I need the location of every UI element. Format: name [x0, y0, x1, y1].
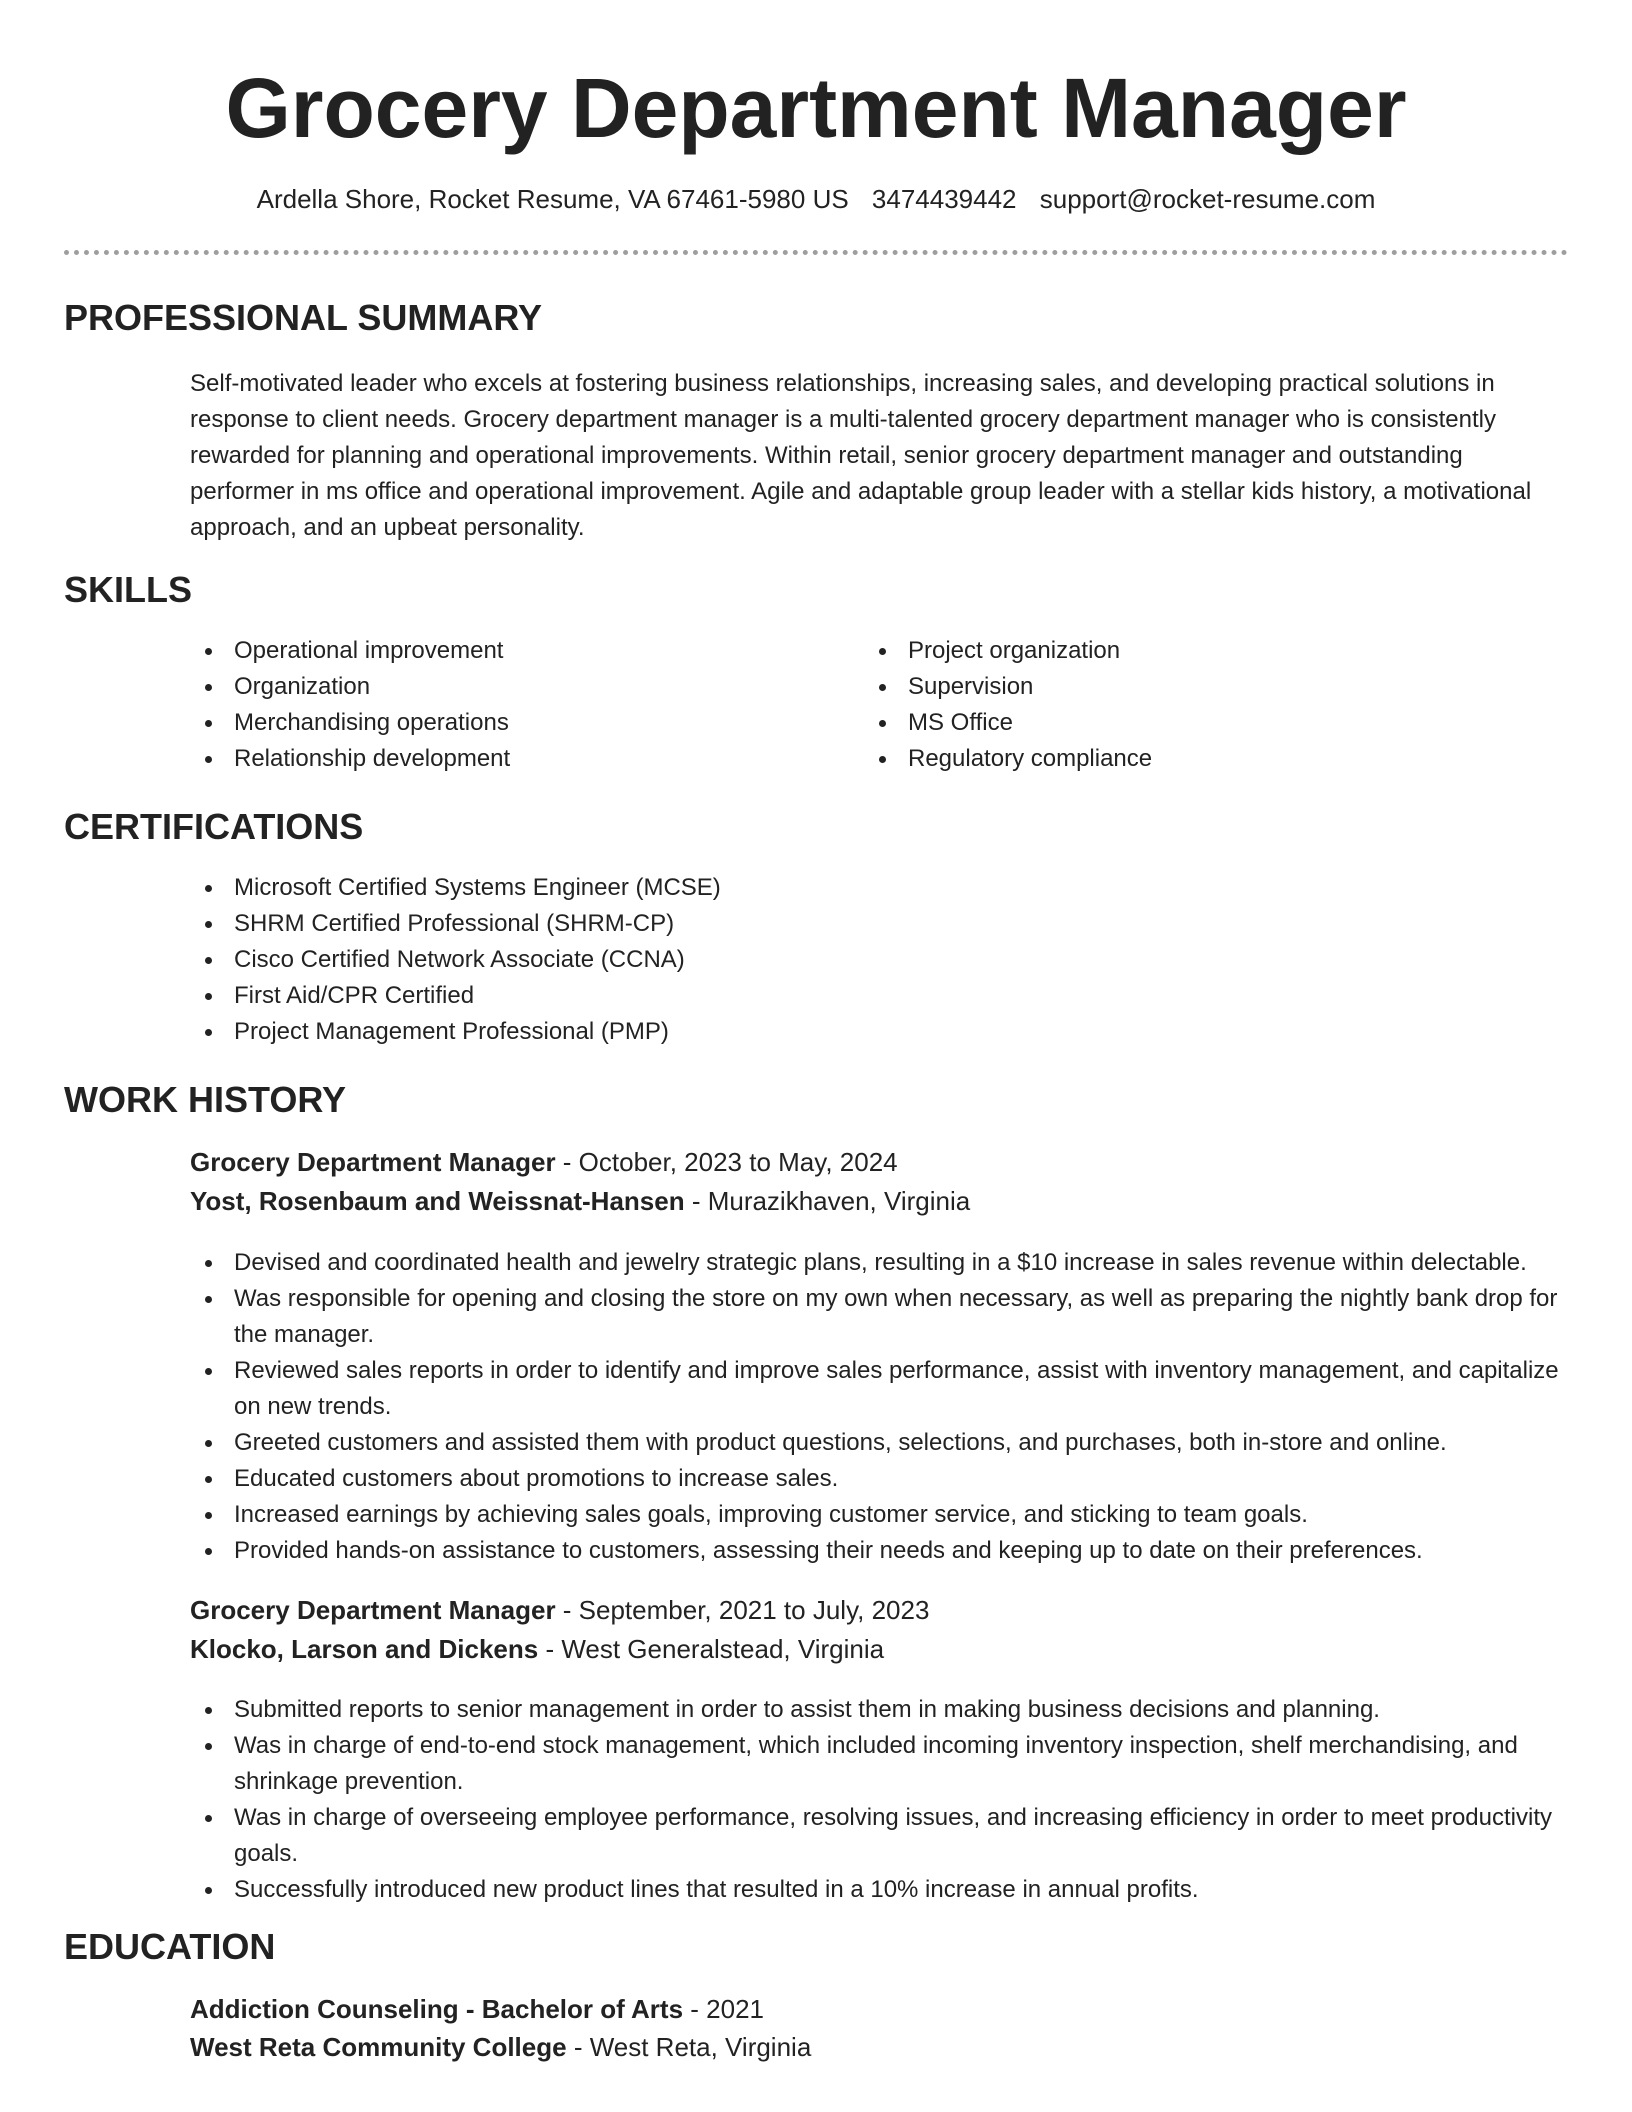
list-item: First Aid/CPR Certified	[190, 978, 1190, 1014]
contact-address: Ardella Shore, Rocket Resume, VA 67461-5980 US	[256, 184, 849, 214]
list-item: Was responsible for opening and closing the store on my own when necessary, as well as preparing the nightly bank drop for the manager.	[190, 1281, 1570, 1353]
list-item: Cisco Certified Network Associate (CCNA)	[190, 942, 1190, 978]
contact-email: support@rocket-resume.com	[1039, 184, 1376, 214]
education-degree-line	[190, 1991, 764, 2027]
certifications-list	[190, 870, 1190, 1050]
list-item: Provided hands-on assistance to customers, assessing their needs and keeping up to date on their preferences.	[190, 1533, 1570, 1569]
list-item: Regulatory compliance	[864, 741, 1504, 777]
job-title: Grocery Department Manager	[190, 1595, 556, 1625]
list-item: Submitted reports to senior management in order to assist them in making business decisions and planning.	[190, 1692, 1570, 1728]
skills-list-left	[190, 633, 830, 777]
job-title-line	[190, 1144, 898, 1180]
job-bullets	[190, 1692, 1570, 1908]
job-company-line	[190, 1183, 970, 1219]
list-item: Successfully introduced new product lines that resulted in a 10% increase in annual profits.	[190, 1872, 1570, 1908]
list-item: Project Management Professional (PMP)	[190, 1014, 1190, 1050]
education-year: - 2021	[683, 1994, 765, 2024]
education-school: West Reta Community College	[190, 2032, 567, 2062]
skills-list-right	[864, 633, 1504, 777]
job-title: Grocery Department Manager	[190, 1147, 556, 1177]
job-company: Yost, Rosenbaum and Weissnat-Hansen	[190, 1186, 685, 1216]
job-dates: - October, 2023 to May, 2024	[555, 1147, 898, 1177]
job-dates: - September, 2021 to July, 2023	[555, 1595, 930, 1625]
list-item: Organization	[190, 669, 830, 705]
education-heading: EDUCATION	[64, 1926, 276, 1967]
job-bullets	[190, 1245, 1570, 1569]
list-item: Was in charge of overseeing employee performance, resolving issues, and increasing efficiency in order to meet productivity goals.	[190, 1800, 1570, 1872]
job-company: Klocko, Larson and Dickens	[190, 1634, 539, 1664]
education-degree: Addiction Counseling - Bachelor of Arts	[190, 1994, 684, 2024]
contact-phone: 3474439442	[871, 184, 1017, 214]
list-item: Was in charge of end-to-end stock management, which included incoming inventory inspection, shelf merchandising, and shrinkage prevention.	[190, 1728, 1570, 1800]
list-item: Microsoft Certified Systems Engineer (MCSE)	[190, 870, 1190, 906]
skills-heading: SKILLS	[64, 569, 193, 610]
list-item: Operational improvement	[190, 633, 830, 669]
page-title: Grocery Department Manager	[225, 61, 1407, 155]
list-item: MS Office	[864, 705, 1504, 741]
list-item: Devised and coordinated health and jewelry strategic plans, resulting in a $10 increase in sales revenue within delectable.	[190, 1245, 1570, 1281]
job-location: - Murazikhaven, Virginia	[684, 1186, 971, 1216]
summary-heading: PROFESSIONAL SUMMARY	[64, 297, 543, 338]
summary-text: Self-motivated leader who excels at fostering business relationships, increasing sales, and developing practical solutions in response to client needs. Grocery department manager is a multi-talented grocery department manager who is consistently rewarded for planning and operational improvements. Within retail, senior grocery department manager and outstanding performer in ms office and operational improvement. Agile and adaptable group leader with a stellar kids history, a motivational approach, and an upbeat personality.	[190, 370, 1532, 541]
job-company-line	[190, 1631, 884, 1667]
list-item: Relationship development	[190, 741, 830, 777]
header-divider	[64, 250, 1568, 255]
list-item: Greeted customers and assisted them with product questions, selections, and purchases, both in-store and online.	[190, 1425, 1570, 1461]
education-school-line	[190, 2029, 811, 2065]
work-history-heading: WORK HISTORY	[64, 1079, 347, 1120]
list-item: Reviewed sales reports in order to identify and improve sales performance, assist with inventory management, and capitalize on new trends.	[190, 1353, 1570, 1425]
list-item: Supervision	[864, 669, 1504, 705]
list-item: Merchandising operations	[190, 705, 830, 741]
list-item: Educated customers about promotions to increase sales.	[190, 1461, 1570, 1497]
contact-line	[0, 182, 1632, 216]
certifications-heading: CERTIFICATIONS	[64, 806, 364, 847]
list-item: Increased earnings by achieving sales goals, improving customer service, and sticking to team goals.	[190, 1497, 1570, 1533]
job-location: - West Generalstead, Virginia	[538, 1634, 885, 1664]
list-item: Project organization	[864, 633, 1504, 669]
job-title-line	[190, 1592, 929, 1628]
education-location: - West Reta, Virginia	[566, 2032, 812, 2062]
list-item: SHRM Certified Professional (SHRM-CP)	[190, 906, 1190, 942]
